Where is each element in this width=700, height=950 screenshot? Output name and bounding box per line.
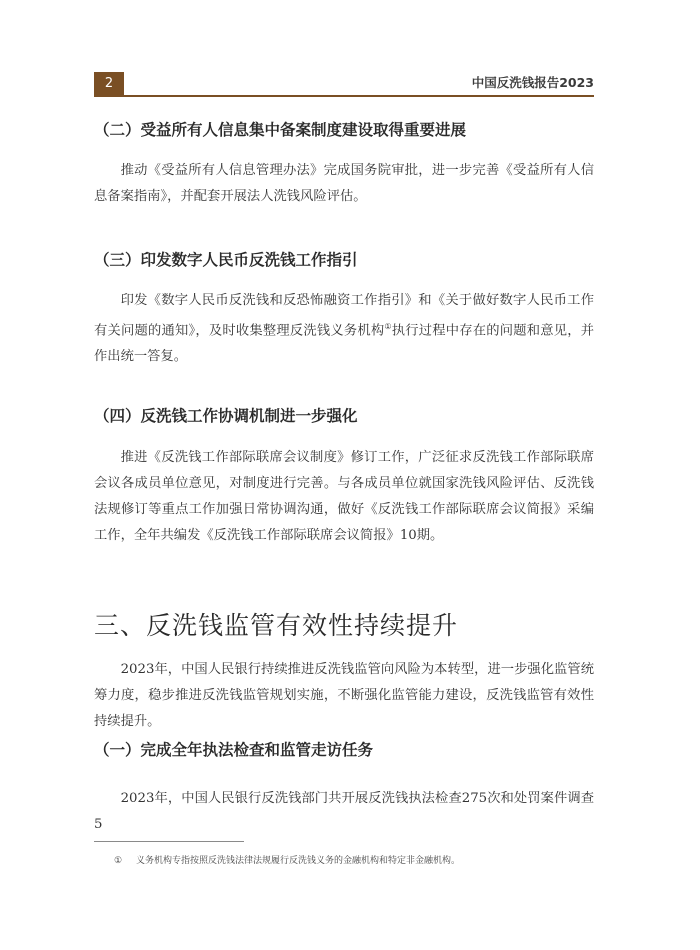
chapter-heading: 三、反洗钱监管有效性持续提升 xyxy=(94,611,459,640)
subsection-paragraph: 2023年，中国人民银行反洗钱部门共开展反洗钱执法检查275次和处罚案件调查5 xyxy=(94,791,594,832)
footnote xyxy=(114,853,594,866)
footnote-text: 义务机构专指按照反洗钱法律法规履行反洗钱义务的金融机构和特定非金融机构。 xyxy=(136,856,461,866)
section-heading-3: （三）印发数字人民币反洗钱工作指引 xyxy=(94,251,358,269)
page-number: 2 xyxy=(94,72,124,96)
section-paragraph-4: 推进《反洗钱工作部际联席会议制度》修订工作，广泛征求反洗钱工作部际联席会议各成员单位意见，对制度进行完善。与各成员单位就国家洗钱风险评估、反洗钱法规修订等重点工作加强日常协调沟通，做好《反洗钱工作部际联席会议简报》采编工作，全年共编发《反洗钱工作部际联席会议简报》10期。 xyxy=(94,450,594,543)
section-heading-2: （二）受益所有人信息集中备案制度建设取得重要进展 xyxy=(94,121,467,139)
report-title: 中国反洗钱报告2023 xyxy=(471,75,594,90)
footnote-ref: ① xyxy=(384,322,392,331)
section-paragraph-2: 推动《受益所有人信息管理办法》完成国务院审批，进一步完善《受益所有人信息备案指南》，并配套开展法人洗钱风险评估。 xyxy=(94,163,594,204)
section-heading-4: （四）反洗钱工作协调机制进一步强化 xyxy=(94,407,358,425)
subsection-heading: （一）完成全年执法检查和监管走访任务 xyxy=(94,741,374,759)
paragraph-text-part: 印发《数字人民币反洗钱和反恐怖融资工作指引》和《关于做好数字人民币工作有关问题的通知》，及时收集整理反洗钱义务机构 xyxy=(94,293,594,339)
footnote-mark: ① xyxy=(114,856,123,866)
footnote-rule xyxy=(94,841,244,842)
chapter-paragraph: 2023年，中国人民银行持续推进反洗钱监管向风险为本转型，进一步强化监管统筹力度，稳步推进反洗钱监管规划实施，不断强化监管能力建设，反洗钱监管有效性持续提升。 xyxy=(94,662,594,729)
section-paragraph-3 xyxy=(94,288,594,370)
page-header xyxy=(94,72,594,96)
paragraph-text-part: 执行过程中存在的问题和意见，并作出统一答复。 xyxy=(94,323,595,365)
header-rule xyxy=(94,95,594,97)
